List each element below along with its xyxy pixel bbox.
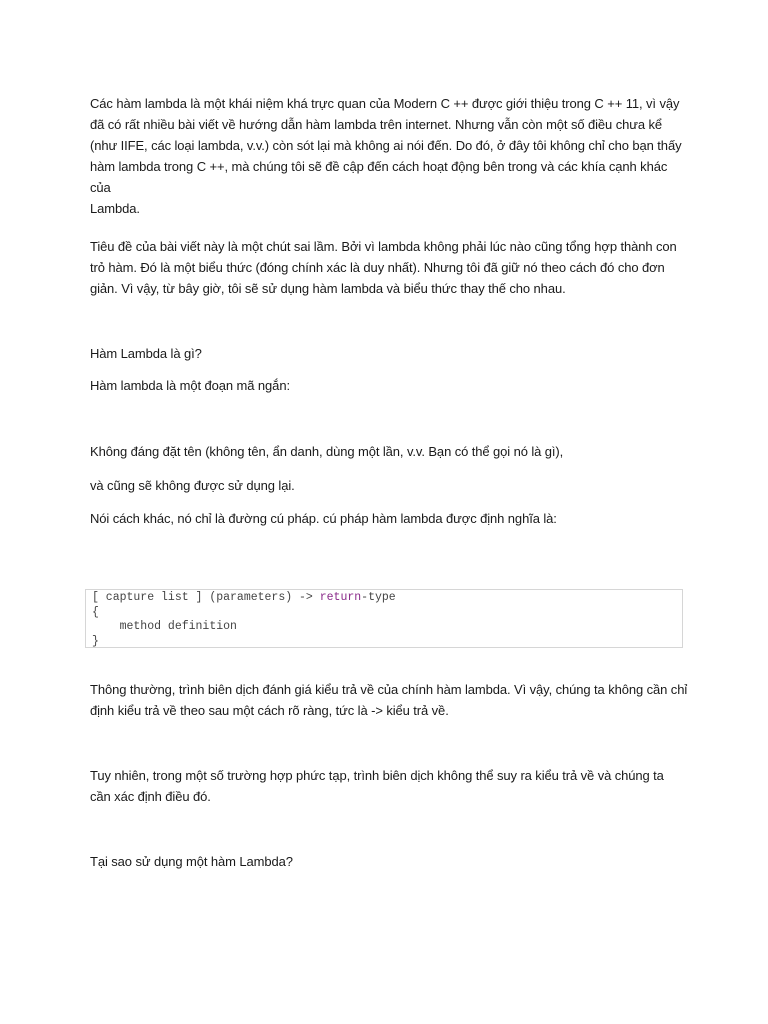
text-line: Tại sao sử dụng một hàm Lambda? bbox=[90, 854, 293, 869]
text-line: Nói cách khác, nó chỉ là đường cú pháp. cú pháp hàm lambda được định nghĩa là: bbox=[90, 511, 557, 526]
code-block bbox=[85, 589, 683, 648]
text-line: Hàm Lambda là gì? bbox=[90, 346, 202, 361]
paragraph-definition bbox=[90, 375, 690, 396]
code-keyword: return bbox=[319, 591, 362, 604]
heading-what-is-lambda bbox=[90, 343, 690, 364]
paragraph-complex-case bbox=[90, 765, 690, 807]
text-line: trỏ hàm. Đó là một biểu thức (đóng chính xác là duy nhất). Nhưng tôi đã giữ nó theo cách đó cho đơn bbox=[90, 260, 665, 275]
paragraph-not-reused bbox=[90, 475, 690, 496]
code-line: } bbox=[92, 634, 99, 648]
text-line: hàm lambda trong C ++, mà chúng tôi sẽ đề cập đến cách hoạt động bên trong và các khía cạnh khác của bbox=[90, 159, 668, 195]
text-line: Thông thường, trình biên dịch đánh giá kiểu trả về của chính hàm lambda. Vì vậy, chúng ta không cần chỉ bbox=[90, 682, 688, 697]
text-line: và cũng sẽ không được sử dụng lại. bbox=[90, 478, 295, 493]
paragraph-intro bbox=[90, 93, 690, 219]
text-line: định kiểu trả về theo sau một cách rõ ràng, tức là -> kiểu trả về. bbox=[90, 703, 449, 718]
text-line: (như IIFE, các loại lambda, v.v.) còn sót lại mà không ai nói đến. Do đó, ở đây tôi không chỉ cho bạn thấy bbox=[90, 138, 682, 153]
code-text: [ capture list ] (parameters) -> bbox=[92, 591, 320, 604]
code-line: method definition bbox=[92, 620, 237, 633]
text-line: cần xác định điều đó. bbox=[90, 789, 211, 804]
text-line: Các hàm lambda là một khái niệm khá trực quan của Modern C ++ được giới thiệu trong C ++ 11, vì vậy bbox=[90, 96, 680, 111]
text-line: Tuy nhiên, trong một số trường hợp phức tạp, trình biên dịch không thể suy ra kiểu trả về và chúng ta bbox=[90, 768, 664, 783]
paragraph-syntax-intro bbox=[90, 508, 690, 529]
code-line: { bbox=[92, 605, 99, 619]
text-line: Lambda. bbox=[90, 201, 140, 216]
text-line: đã có rất nhiều bài viết về hướng dẫn hàm lambda trên internet. Nhưng vẫn còn một số điều chưa kể bbox=[90, 117, 662, 132]
heading-why-use-lambda bbox=[90, 851, 690, 872]
paragraph-return-type-note bbox=[90, 679, 690, 721]
text-line: Hàm lambda là một đoạn mã ngắn: bbox=[90, 378, 290, 393]
paragraph-title-note bbox=[90, 236, 690, 299]
text-line: giản. Vì vậy, từ bây giờ, tôi sẽ sử dụng hàm lambda và biểu thức thay thế cho nhau. bbox=[90, 281, 566, 296]
code-line bbox=[92, 591, 682, 606]
code-text: -type bbox=[361, 591, 396, 604]
text-line: Không đáng đặt tên (không tên, ẩn danh, dùng một lần, v.v. Bạn có thể gọi nó là gì), bbox=[90, 444, 564, 459]
text-line: Tiêu đề của bài viết này là một chút sai lầm. Bởi vì lambda không phải lúc nào cũng tổng hợp thành con bbox=[90, 239, 677, 254]
paragraph-unnamed bbox=[90, 441, 690, 462]
